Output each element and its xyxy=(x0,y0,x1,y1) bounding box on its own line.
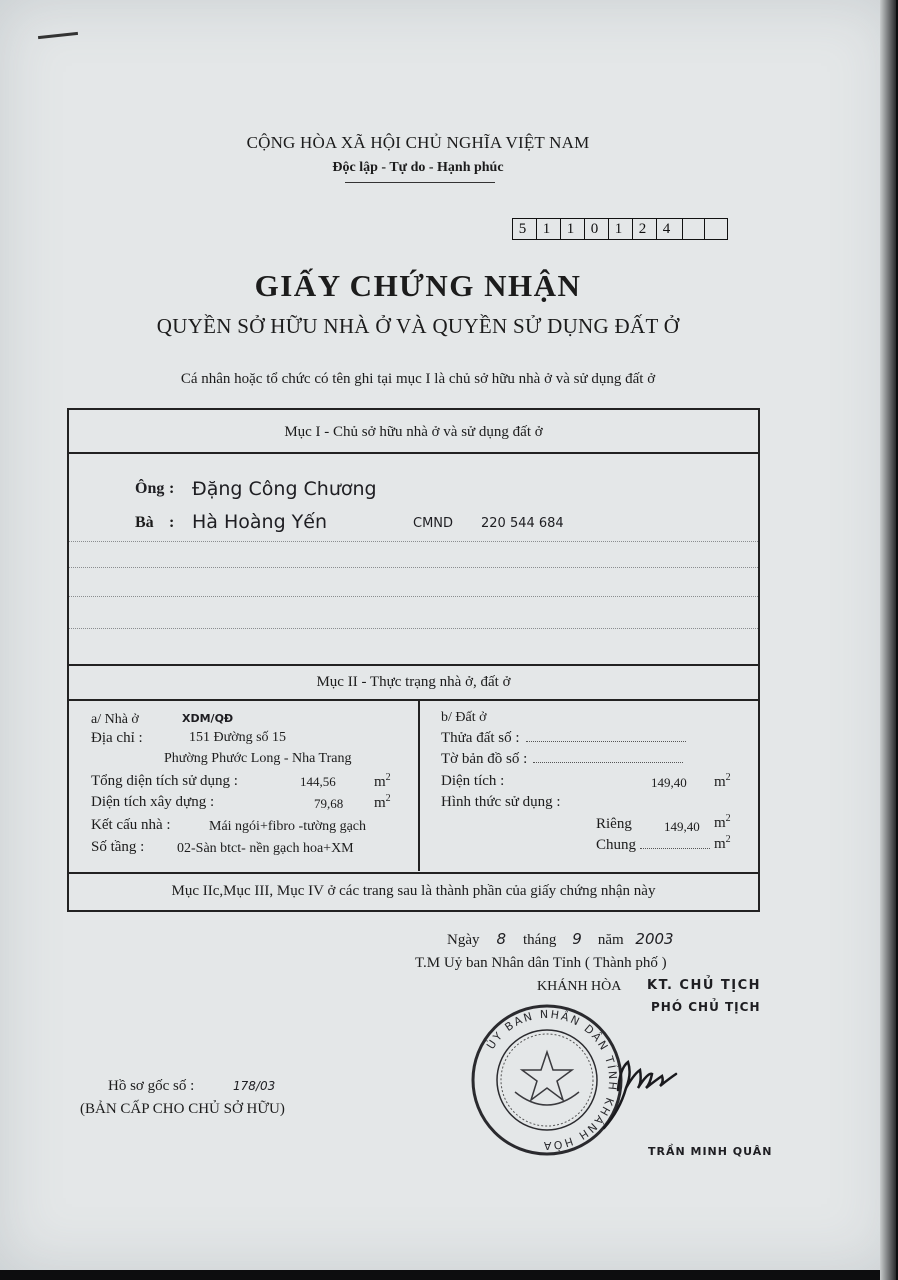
section2-title: Mục II - Thực trạng nhà ở, đất ở xyxy=(316,674,511,690)
serial-digit xyxy=(682,219,702,239)
serial-cell-end xyxy=(704,219,724,239)
plot-label: Thửa đất số : xyxy=(441,730,686,747)
id-label: CMND xyxy=(413,516,454,531)
built-area-label: Diện tích xây dựng : xyxy=(91,794,215,810)
dotted-line xyxy=(69,541,758,542)
serial-digit: 2 xyxy=(632,219,652,239)
copy-note: (BẢN CẤP CHO CHỦ SỞ HỮU) xyxy=(80,1101,285,1117)
house-label: a/ Nhà ở xyxy=(91,712,139,727)
land-area-unit: $m^2$ xyxy=(714,772,731,790)
structure-value: Mái ngói+fibro -tường gạch xyxy=(209,819,367,834)
divider xyxy=(69,699,758,701)
divider xyxy=(69,664,758,666)
year-value: 2003 xyxy=(635,930,674,948)
serial-digit: 1 xyxy=(608,219,628,239)
divider xyxy=(69,872,758,874)
file-label: Hồ sơ gốc số : xyxy=(108,1078,195,1094)
land-area-label: Diện tích : xyxy=(441,773,505,789)
land-label: b/ Đất ở xyxy=(441,710,487,725)
address-line2: Phường Phước Long - Nha Trang xyxy=(164,751,352,766)
address-label: Địa chỉ : xyxy=(91,730,143,746)
private-label: Riêng xyxy=(596,816,632,832)
province: KHÁNH HÒA xyxy=(537,979,622,994)
total-area-value: 144,56 xyxy=(300,774,336,789)
month-label: tháng xyxy=(523,932,557,948)
page-edge-shadow xyxy=(880,0,896,1280)
owner2-name: Hà Hoàng Yến xyxy=(192,511,328,533)
footer-note: Mục IIc,Mục III, Mục IV ở các trang sau là thành phần của giấy chứng nhận này xyxy=(171,883,656,899)
shared-area-unit: $m^2$ xyxy=(714,834,731,852)
shared-label: Chung xyxy=(596,837,710,854)
built-area-unit: $m^2$ xyxy=(374,793,391,811)
signature-icon xyxy=(590,1030,700,1140)
serial-digit: 1 xyxy=(560,219,580,239)
private-area-unit: $m^2$ xyxy=(714,813,731,831)
authority: T.M Uỷ ban Nhân dân Tỉnh ( Thành phố ) xyxy=(415,955,667,971)
role-2: PHÓ CHỦ TỊCH xyxy=(651,1000,761,1014)
floors-value: 02-Sàn btct- nền gạch hoa+XM xyxy=(177,841,354,856)
day-label: Ngày xyxy=(447,932,480,948)
serial-digit: 1 xyxy=(536,219,556,239)
owner1-label: Ông xyxy=(135,480,165,497)
column-divider xyxy=(418,700,420,871)
year-label: năm xyxy=(597,932,624,948)
divider xyxy=(69,452,758,454)
file-number: 178/03 xyxy=(233,1079,276,1093)
owner1-name: Đặng Công Chương xyxy=(192,478,377,500)
usage-label: Hình thức sử dụng : xyxy=(441,794,561,810)
mark-top-left xyxy=(38,32,78,39)
main-table: Mục I - Chủ sở hữu nhà ở và sử dụng đất ở Ông : Đặng Công Chương Bà : Hà Hoàng Yến CMND 220 544 684 Mục II - Thực trạng nhà ở, đất ở a/ Nhà ở XDM/QĐ Địa chỉ : 151 Đường số 15 Phường Phước Long - Nha Trang Tổng diện tích sử dụng : 144,56 $m^2$ Diện tích xây dựng : 79,68 $m^2$ Kết cấu nhà : Mái ngói+fibro -tường gạch Số tầng : 02-Sàn btct- nền gạch hoa+XM b/ Đất ở Thửa đất số : Tờ bản đồ số : Diện tích : 149,40 $m^2$ Hình thức sử dụng : Riêng 149,40 $m^2$ Chung $m^2$ Mục IIc,Mục III, Mục IV ở các trang sau là thành phần của giấy chứng nhận này xyxy=(67,408,760,912)
dotted-line xyxy=(69,567,758,568)
motto: Độc lập - Tự do - Hạnh phúc xyxy=(332,160,504,175)
country-heading: CỘNG HÒA XÃ HỘI CHỦ NGHĨA VIỆT NAM xyxy=(246,133,590,152)
map-label: Tờ bản đồ số : xyxy=(441,751,683,768)
land-area-value: 149,40 xyxy=(651,775,687,790)
serial-number-boxes xyxy=(512,218,728,240)
private-area-value: 149,40 xyxy=(664,819,700,834)
document-subtitle: QUYỀN SỞ HỮU NHÀ Ở VÀ QUYỀN SỬ DỤNG ĐẤT Ở xyxy=(156,314,680,338)
role-1: KT. CHỦ TỊCH xyxy=(647,978,762,993)
structure-label: Kết cấu nhà : xyxy=(91,817,171,833)
serial-digit: 5 xyxy=(512,219,532,239)
date-line xyxy=(447,930,674,949)
owner2-label: Bà xyxy=(135,514,154,531)
day-value: 8 xyxy=(496,930,507,948)
signer-name: TRẦN MINH QUÂN xyxy=(648,1145,773,1158)
total-area-label: Tổng diện tích sử dụng : xyxy=(91,773,238,789)
id-number: 220 544 684 xyxy=(481,516,564,531)
svg-text:ỦY BAN NHÂN DÂN TỈNH KHÁNH HÒA: ỦY BAN NHÂN DÂN TỈNH KHÁNH HÒA xyxy=(484,1007,620,1153)
serial-digit: 4 xyxy=(656,219,676,239)
dotted-line xyxy=(69,596,758,597)
section1-title: Mục I - Chủ sở hữu nhà ở và sử dụng đất ở xyxy=(284,424,543,440)
address-line1: 151 Đường số 15 xyxy=(189,730,287,745)
month-value: 9 xyxy=(572,930,582,948)
serial-digit: 0 xyxy=(584,219,604,239)
house-stamp-code: XDM/QĐ xyxy=(182,712,234,725)
total-area-unit: $m^2$ xyxy=(374,772,391,790)
document-title: GIẤY CHỨNG NHẬN xyxy=(254,268,582,303)
motto-underline xyxy=(345,182,495,183)
floors-label: Số tầng : xyxy=(91,839,145,855)
intro-text: Cá nhân hoặc tổ chức có tên ghi tại mục I là chủ sở hữu nhà ở và sử dụng đất ở xyxy=(180,371,656,387)
dotted-line xyxy=(69,628,758,629)
built-area-value: 79,68 xyxy=(314,796,344,811)
